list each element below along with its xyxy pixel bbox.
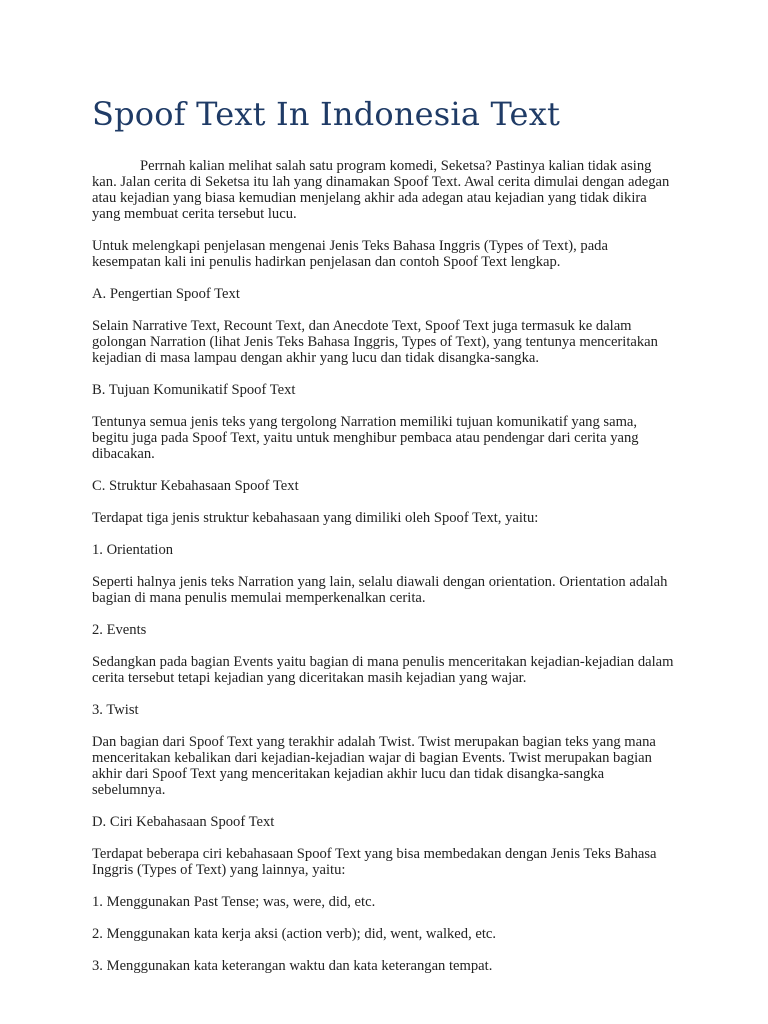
section-heading-a: A. Pengertian Spoof Text xyxy=(92,286,240,302)
subheading-events: 2. Events xyxy=(92,622,147,638)
list-item: 3. Menggunakan kata keterangan waktu dan kata keterangan tempat. xyxy=(92,958,493,974)
section-c-paragraph: Terdapat tiga jenis struktur kebahasaan yang dimiliki oleh Spoof Text, yaitu: xyxy=(92,510,539,526)
section-a-paragraph: Selain Narrative Text, Recount Text, dan Anecdote Text, Spoof Text juga termasuk ke dalam golongan Narration (lihat Jenis Teks Bahasa Inggris, Types of Text), yang tentunya menceritakan kejadian di masa lampau dengan akhir yang lucu dan tidak disangka-sangka. xyxy=(92,318,658,366)
document-title: Spoof Text In Indonesia Text xyxy=(92,95,561,133)
section-d-paragraph: Terdapat beberapa ciri kebahasaan Spoof Text yang bisa membedakan dengan Jenis Teks Bahasa Inggris (Types of Text) yang lainnya, yaitu: xyxy=(92,846,657,878)
events-paragraph: Sedangkan pada bagian Events yaitu bagian di mana penulis menceritakan kejadian-kejadian dalam cerita tersebut tetapi kejadian yang diceritakan masih kejadian yang wajar. xyxy=(92,654,674,686)
subheading-twist: 3. Twist xyxy=(92,702,139,718)
context-paragraph: Untuk melengkapi penjelasan mengenai Jenis Teks Bahasa Inggris (Types of Text), pada kesempatan kali ini penulis hadirkan penjelasan dan contoh Spoof Text lengkap. xyxy=(92,238,608,270)
document-body xyxy=(92,92,676,990)
section-heading-b: B. Tujuan Komunikatif Spoof Text xyxy=(92,382,296,398)
orientation-paragraph: Seperti halnya jenis teks Narration yang lain, selalu diawali dengan orientation. Orientation adalah bagian di mana penulis memulai memperkenalkan cerita. xyxy=(92,574,668,606)
list-item: 2. Menggunakan kata kerja aksi (action verb); did, went, walked, etc. xyxy=(92,926,497,942)
subheading-orientation: 1. Orientation xyxy=(92,542,174,558)
section-heading-c: C. Struktur Kebahasaan Spoof Text xyxy=(92,478,299,494)
intro-paragraph: Perrnah kalian melihat salah satu program komedi, Seketsa? Pastinya kalian tidak asing kan. Jalan cerita di Seketsa itu lah yang dinamakan Spoof Text. Awal cerita dimulai dengan adegan atau kejadian yang biasa kemudian menjelang akhir ada adegan atau kejadian yang tidak dikira yang membuat cerita tersebut lucu. xyxy=(92,158,670,222)
twist-paragraph: Dan bagian dari Spoof Text yang terakhir adalah Twist. Twist merupakan bagian teks yang mana menceritakan kebalikan dari kejadian-kejadian wajar di bagian Events. Twist merupakan bagian akhir dari Spoof Text yang menceritakan kejadian akhir lucu dan tidak disangka-sangka sebelumnya. xyxy=(92,734,656,798)
section-b-paragraph: Tentunya semua jenis teks yang tergolong Narration memiliki tujuan komunikatif yang sama, begitu juga pada Spoof Text, yaitu untuk menghibur pembaca atau pendengar dari cerita yang dibacakan. xyxy=(92,414,639,462)
section-heading-d: D. Ciri Kebahasaan Spoof Text xyxy=(92,814,275,830)
list-item: 1. Menggunakan Past Tense; was, were, did, etc. xyxy=(92,894,376,910)
